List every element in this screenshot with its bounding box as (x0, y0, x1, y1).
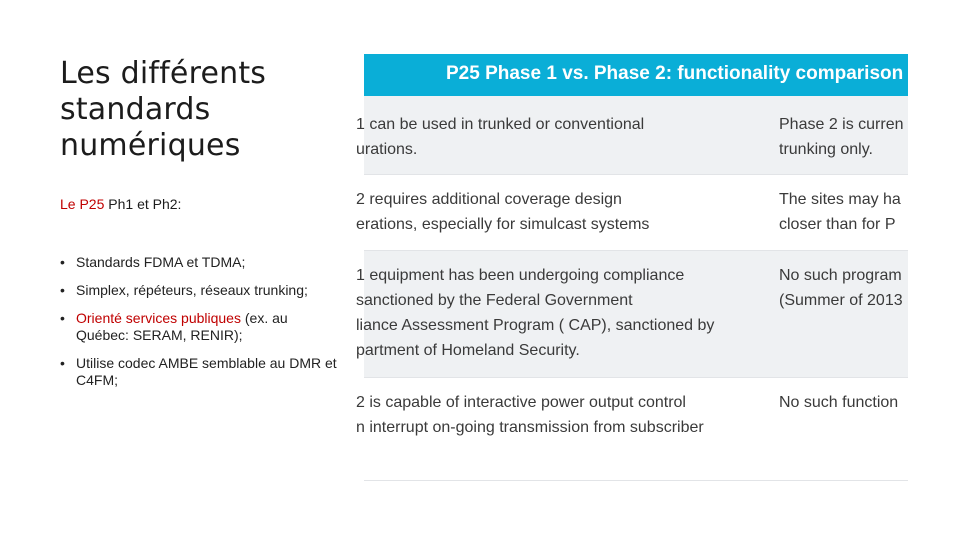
subtitle-rest: Ph1 et Ph2: (104, 196, 182, 212)
cell-line: No such function (779, 394, 899, 411)
cell-line: n interrupt on-going transmission from subscriber (356, 419, 704, 436)
cell-line: 1 equipment has been undergoing compliance (356, 267, 685, 284)
slide-title (60, 56, 340, 164)
bullet-text: Standards FDMA et TDMA; (76, 254, 246, 270)
bullet-list (60, 254, 340, 400)
bullet-item (60, 254, 340, 271)
cell-line: 1 can be used in trunked or conventional (356, 116, 645, 133)
bullet-item (60, 310, 340, 344)
cell-line: (Summer of 2013 (779, 292, 903, 309)
comparison-table-image (356, 54, 908, 478)
slide-subtitle (60, 196, 181, 212)
table-row (356, 251, 908, 378)
bullet-text: Simplex, répéteurs, réseaux trunking; (76, 282, 308, 298)
table-row (356, 378, 908, 481)
cell-line: closer than for P (779, 216, 896, 233)
table-body (356, 96, 908, 481)
table-header-title: P25 Phase 1 vs. Phase 2: functionality comparison (446, 63, 904, 84)
cell-line: No such program (779, 267, 902, 284)
table-row (356, 175, 908, 251)
cell-line: erations, especially for simulcast systems (356, 216, 650, 233)
table-cell-phase2 (779, 96, 939, 162)
table-row (356, 96, 908, 175)
bullet-text: Utilise codec AMBE semblable au DMR et C4FM; (76, 355, 337, 388)
cell-line: The sites may ha (779, 191, 901, 208)
bullet-item (60, 355, 340, 389)
bullet-text: (ex. au Québec: SERAM, RENIR); (76, 310, 288, 343)
table-cell-phase2 (779, 378, 939, 415)
bullet-highlight: Orienté services publiques (76, 310, 241, 326)
cell-line: urations. (356, 141, 418, 158)
table-cell-phase1 (356, 96, 752, 162)
table-cell-phase2 (779, 175, 939, 237)
table-cell-phase1 (356, 251, 752, 363)
cell-line: 2 is capable of interactive power output control (356, 394, 686, 411)
bullet-item (60, 282, 340, 299)
subtitle-highlight: Le P25 (60, 196, 105, 212)
cell-line: 2 requires additional coverage design (356, 191, 622, 208)
title-line: standards (60, 92, 211, 127)
cell-line: liance Assessment Program ( CAP), sanctioned by (356, 317, 715, 334)
title-line: numériques (60, 128, 241, 163)
cell-line: partment of Homeland Security. (356, 342, 580, 359)
cell-line: Phase 2 is curren (779, 116, 904, 133)
cell-line: trunking only. (779, 141, 873, 158)
table-cell-phase1 (356, 175, 752, 237)
table-header (364, 54, 908, 96)
cell-line: sanctioned by the Federal Government (356, 292, 633, 309)
table-cell-phase2 (779, 251, 939, 313)
table-cell-phase1 (356, 378, 752, 440)
title-line: Les différents (60, 56, 267, 91)
